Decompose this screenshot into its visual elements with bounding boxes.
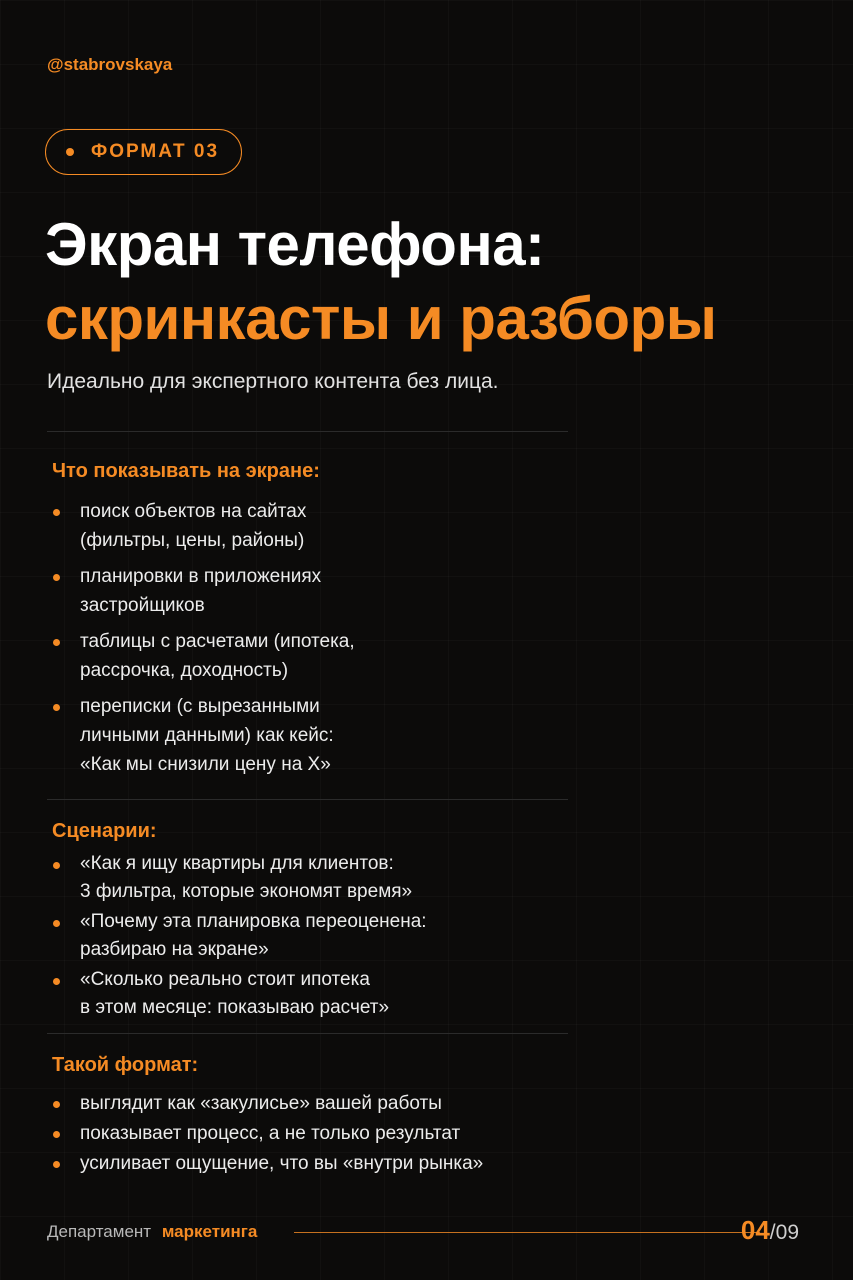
footer-divider-line — [294, 1232, 760, 1233]
list-item-line: выглядит как «закулисье» вашей работы — [80, 1093, 442, 1114]
footer-department — [47, 1222, 257, 1242]
section-divider — [47, 799, 568, 800]
bullet-dot-icon — [53, 1131, 60, 1138]
list-item — [52, 908, 572, 964]
bullet-dot-icon — [53, 1101, 60, 1108]
section-title-what-to-show: Что показывать на экране: — [52, 460, 320, 482]
footer — [47, 1215, 799, 1249]
bullet-dot-icon — [53, 509, 60, 516]
section-divider — [47, 431, 568, 432]
list-item-line: поиск объектов на сайтах — [80, 501, 307, 522]
bullet-dot-icon — [53, 639, 60, 646]
bullet-list-format — [52, 1089, 572, 1179]
list-item-line: разбираю на экране» — [80, 939, 269, 960]
footer-department-label: Департамент — [47, 1222, 152, 1241]
list-item-line: таблицы с расчетами (ипотека, — [80, 631, 355, 652]
section-divider — [47, 1033, 568, 1034]
list-item-line: рассрочка, доходность) — [80, 660, 289, 681]
bullet-dot-icon — [53, 862, 60, 869]
list-item-line: застройщиков — [80, 595, 205, 616]
list-item — [52, 966, 572, 1022]
list-item-line: (фильтры, цены, районы) — [80, 530, 305, 551]
list-item — [52, 497, 572, 555]
title-line-white: Экран телефона: — [45, 211, 545, 278]
page-current: 04 — [740, 1215, 770, 1245]
list-item — [52, 562, 572, 620]
list-item-line: «Как я ищу квартиры для клиентов: — [80, 853, 394, 874]
list-item-line: переписки (с вырезанными — [80, 696, 320, 717]
list-item-line: планировки в приложениях — [80, 566, 322, 587]
bullet-dot-icon — [53, 1161, 60, 1168]
page-total: 09 — [775, 1221, 799, 1244]
bullet-list-what-to-show — [52, 497, 572, 786]
list-item — [52, 1089, 572, 1118]
bullet-dot-icon — [53, 920, 60, 927]
page-separator: / — [769, 1221, 776, 1244]
list-item-line: 3 фильтра, которые экономят время» — [80, 881, 413, 902]
list-item-line: усиливает ощущение, что вы «внутри рынка» — [80, 1153, 484, 1174]
bullet-dot-icon — [53, 978, 60, 985]
footer-department-accent: маркетинга — [161, 1222, 258, 1241]
list-item-line: личными данными) как кейс: — [80, 725, 334, 746]
page-title — [45, 208, 835, 356]
list-item — [52, 1149, 572, 1178]
section-title-scenarios: Сценарии: — [52, 820, 157, 842]
list-item-line: «Почему эта планировка переоценена: — [80, 911, 427, 932]
list-item — [52, 850, 572, 906]
list-item-line: «Сколько реально стоит ипотека — [80, 969, 370, 990]
list-item — [52, 627, 572, 685]
list-item-line: «Как мы снизили цену на Х» — [80, 754, 331, 775]
title-line-orange: скринкасты и разборы — [45, 285, 717, 352]
section-title-format: Такой формат: — [52, 1054, 199, 1076]
page-counter — [741, 1215, 799, 1246]
bullet-dot-icon — [53, 574, 60, 581]
list-item — [52, 1119, 572, 1148]
format-badge-label: ФОРМАТ 03 — [91, 141, 220, 162]
list-item — [52, 692, 572, 779]
author-handle: @stabrovskaya — [47, 55, 173, 74]
subtitle: Идеально для экспертного контента без лица. — [47, 370, 499, 393]
format-badge — [45, 129, 242, 175]
bullet-dot-icon — [66, 148, 74, 156]
list-item-line: показывает процесс, а не только результат — [80, 1123, 461, 1144]
bullet-list-scenarios — [52, 850, 572, 1024]
list-item-line: в этом месяце: показываю расчет» — [80, 997, 390, 1018]
bullet-dot-icon — [53, 704, 60, 711]
